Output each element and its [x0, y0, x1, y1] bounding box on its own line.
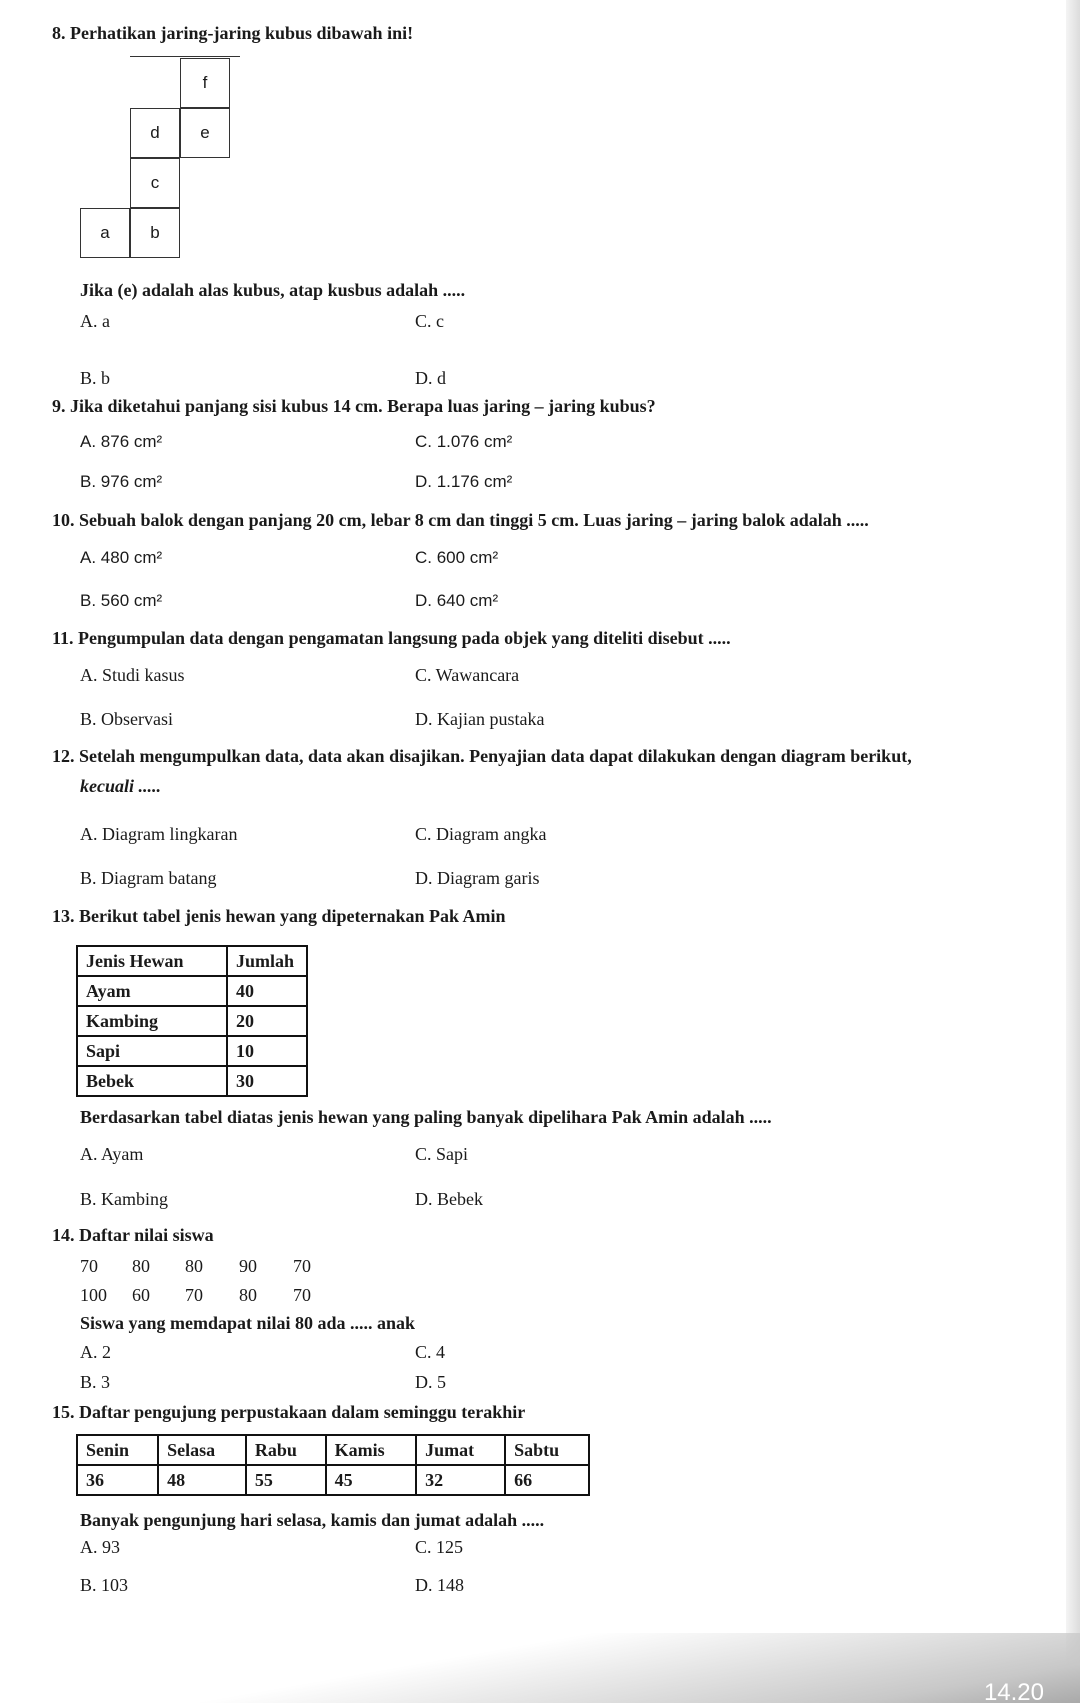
q13-question: Berdasarkan tabel diatas jenis hewan yang paling banyak dipelihara Pak Amin adalah .....: [80, 1107, 772, 1127]
animal-name: Ayam: [77, 976, 227, 1006]
q14-option-a: A. 2: [80, 1342, 111, 1362]
q8-title: 8. Perhatikan jaring-jaring kubus dibawah ini!: [52, 23, 414, 43]
table-row: [77, 1006, 307, 1036]
animal-count: 30: [227, 1066, 307, 1096]
header-day: Jumat: [416, 1435, 505, 1465]
header-day: Senin: [77, 1435, 158, 1465]
score-value: 70: [80, 1256, 98, 1276]
q10-option-c: C. 600 cm²: [415, 548, 499, 567]
animal-count: 10: [227, 1036, 307, 1066]
header-day: Kamis: [326, 1435, 416, 1465]
q11-title: 11. Pengumpulan data dengan pengamatan langsung pada objek yang diteliti disebut .....: [52, 628, 731, 648]
q15-option-b: B. 103: [80, 1575, 129, 1595]
q14-question: Siswa yang memdapat nilai 80 ada ..... anak: [80, 1313, 416, 1333]
header-day: Selasa: [158, 1435, 246, 1465]
table-row: [77, 1066, 307, 1096]
score-value: 70: [293, 1285, 311, 1305]
score-value: 90: [239, 1256, 257, 1276]
net-face-f: f: [180, 58, 230, 108]
q14-option-b: B. 3: [80, 1372, 111, 1392]
visitor-count: 55: [246, 1465, 326, 1495]
table-row: [77, 1036, 307, 1066]
q12-title: 12. Setelah mengumpulkan data, data akan disajikan. Penyajian data dapat dilakukan dengan diagram berikut,: [52, 746, 912, 766]
visitor-count: 36: [77, 1465, 158, 1495]
score-value: 80: [185, 1256, 203, 1276]
q14-option-c: C. 4: [415, 1342, 446, 1362]
q10-option-b: B. 560 cm²: [80, 591, 163, 610]
q8-option-d: D. d: [415, 368, 446, 388]
q12-option-b: B. Diagram batang: [80, 868, 217, 888]
q15-option-d: D. 148: [415, 1575, 464, 1595]
animal-count: 40: [227, 976, 307, 1006]
header-jumlah: Jumlah: [227, 946, 307, 976]
score-value: 80: [132, 1256, 150, 1276]
q8-question: Jika (e) adalah alas kubus, atap kusbus adalah .....: [80, 280, 466, 300]
q12-option-a: A. Diagram lingkaran: [80, 824, 238, 844]
q8-option-a: A. a: [80, 311, 110, 331]
q11-option-a: A. Studi kasus: [80, 665, 185, 685]
q9-option-c: C. 1.076 cm²: [415, 432, 513, 451]
q14-title: 14. Daftar nilai siswa: [52, 1225, 214, 1245]
q12-title-line2: kecuali .....: [80, 776, 161, 796]
score-value: 70: [185, 1285, 203, 1305]
score-value: 80: [239, 1285, 257, 1305]
q11-option-b: B. Observasi: [80, 709, 173, 729]
q10-option-d: D. 640 cm²: [415, 591, 499, 610]
q13-option-d: D. Bebek: [415, 1189, 483, 1209]
net-face-b: b: [130, 208, 180, 258]
table-row: [77, 976, 307, 1006]
visitors-table: [76, 1434, 590, 1496]
q11-option-d: D. Kajian pustaka: [415, 709, 545, 729]
q9-option-b: B. 976 cm²: [80, 472, 163, 491]
q13-option-c: C. Sapi: [415, 1144, 469, 1164]
q11-option-c: C. Wawancara: [415, 665, 520, 685]
visitor-count: 45: [326, 1465, 416, 1495]
visitor-count: 66: [505, 1465, 589, 1495]
animal-name: Kambing: [77, 1006, 227, 1036]
net-face-a: a: [80, 208, 130, 258]
q13-option-b: B. Kambing: [80, 1189, 168, 1209]
animal-count: 20: [227, 1006, 307, 1036]
table-header-row: [77, 1435, 589, 1465]
animal-name: Bebek: [77, 1066, 227, 1096]
visitor-count: 32: [416, 1465, 505, 1495]
q8-option-b: B. b: [80, 368, 111, 388]
q10-option-a: A. 480 cm²: [80, 548, 163, 567]
q13-option-a: A. Ayam: [80, 1144, 144, 1164]
net-face-c: c: [130, 158, 180, 208]
q15-title: 15. Daftar pengujung perpustakaan dalam seminggu terakhir: [52, 1402, 526, 1422]
bottom-shadow: [0, 1633, 1080, 1706]
header-day: Sabtu: [505, 1435, 589, 1465]
q12-option-d: D. Diagram garis: [415, 868, 540, 888]
score-value: 70: [293, 1256, 311, 1276]
clock-time: 14.20: [983, 1679, 1044, 1706]
q12-option-c: C. Diagram angka: [415, 824, 547, 844]
q14-option-d: D. 5: [415, 1372, 446, 1392]
header-jenis-hewan: Jenis Hewan: [77, 946, 227, 976]
animal-name: Sapi: [77, 1036, 227, 1066]
header-day: Rabu: [246, 1435, 326, 1465]
q15-question: Banyak pengunjung hari selasa, kamis dan jumat adalah .....: [80, 1510, 545, 1530]
score-value: 100: [80, 1285, 107, 1305]
q8-option-c: C. c: [415, 311, 444, 331]
table-header-row: [77, 946, 307, 976]
page-edge-shadow: [1066, 0, 1080, 1703]
animals-table: [76, 945, 308, 1097]
q9-option-a: A. 876 cm²: [80, 432, 163, 451]
q15-option-a: A. 93: [80, 1537, 120, 1557]
net-face-d: d: [130, 108, 180, 158]
q9-title: 9. Jika diketahui panjang sisi kubus 14 cm. Berapa luas jaring – jaring kubus?: [52, 396, 656, 416]
cube-net: [80, 58, 240, 258]
table-row: [77, 1465, 589, 1495]
visitor-count: 48: [158, 1465, 246, 1495]
q15-option-c: C. 125: [415, 1537, 464, 1557]
q13-title: 13. Berikut tabel jenis hewan yang dipeternakan Pak Amin: [52, 906, 506, 926]
q10-title: 10. Sebuah balok dengan panjang 20 cm, lebar 8 cm dan tinggi 5 cm. Luas jaring – jaring balok adalah .....: [52, 510, 869, 530]
q9-option-d: D. 1.176 cm²: [415, 472, 513, 491]
net-face-e: e: [180, 108, 230, 158]
score-value: 60: [132, 1285, 150, 1305]
net-top-line: [130, 56, 240, 57]
